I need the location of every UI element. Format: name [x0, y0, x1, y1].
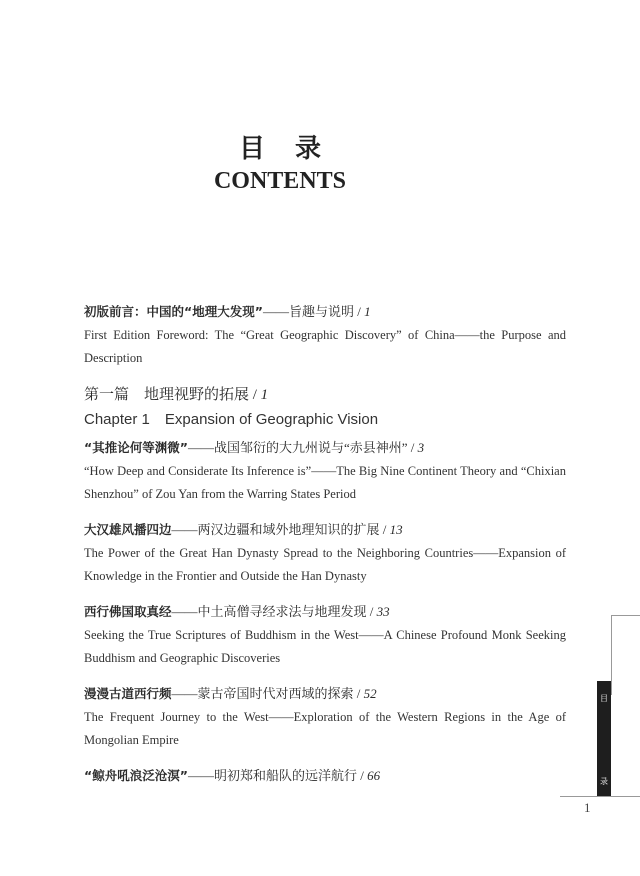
toc-entry-title: 初版前言：中国的“地理大发现” [84, 304, 263, 319]
toc-entry [84, 682, 566, 752]
page-title-chinese: 目录 [238, 134, 351, 163]
toc-entry [84, 764, 566, 788]
toc-page-number: 66 [367, 768, 381, 783]
toc-entry-title: 漫漫古道西行频 [84, 686, 172, 701]
toc-entry-title: 大汉雄风播四边 [84, 522, 172, 537]
side-tab-bottom-char: 录 [600, 777, 608, 786]
toc-entry-title: “其推论何等渊微” [84, 440, 188, 455]
toc-entry-english: “How Deep and Considerate Its Inference is”——The Big Nine Continent Theory and “Chixian Shenzhou” of Zou Yan from the Warring States Period [84, 464, 566, 501]
section-thumb-tab [597, 681, 611, 796]
toc-entry-chinese [84, 600, 566, 624]
toc-entry-chinese [84, 764, 566, 788]
toc-page-number: 3 [417, 440, 425, 455]
page-title-english: CONTENTS [213, 168, 347, 194]
page-number: 1 [584, 800, 591, 815]
part-title-text: 第一篇 地理视野的拓展 / [84, 387, 261, 403]
toc-part-1 [84, 382, 566, 432]
toc-entry-english: Seeking the True Scriptures of Buddhism in the West——A Chinese Profound Monk Seeking Buddhism and Geographic Discoveries [84, 628, 566, 665]
toc-page-number: 52 [363, 686, 377, 701]
table-of-contents [84, 300, 566, 800]
toc-entry-english: The Frequent Journey to the West——Exploration of the Western Regions in the Age of Mongolian Empire [84, 710, 566, 747]
toc-entry-title: “鲸舟吼浪泛沧溟” [84, 768, 188, 783]
toc-entry-chinese [84, 300, 566, 324]
toc-entry [84, 518, 566, 588]
footer-rule [560, 796, 640, 797]
toc-entry-subtitle: ——两汉边疆和域外地理知识的扩展 / [171, 522, 390, 537]
toc-entry [84, 436, 566, 506]
toc-entry-subtitle: ——明初郑和船队的远洋航行 / [187, 768, 368, 783]
toc-page-number: 1 [364, 304, 371, 319]
toc-entry-english: The Power of the Great Han Dynasty Spread to the Neighboring Countries——Expansion of Knowledge in the Frontier and Outside the Han Dynasty [84, 546, 566, 583]
part-title-english: Chapter 1 Expansion of Geographic Vision [84, 411, 379, 428]
toc-page-number: 33 [376, 604, 390, 619]
decorative-rule [611, 615, 640, 616]
toc-entry-subtitle: ——中土高僧寻经求法与地理发现 / [171, 604, 377, 619]
toc-entry-subtitle: ——战国邹衍的大九州说与“赤县神州” / [187, 440, 418, 455]
toc-entry-subtitle: ——旨趣与说明 / [262, 304, 365, 319]
toc-entry [84, 600, 566, 670]
side-tab-top-char: 目 [600, 694, 608, 703]
part-title-chinese [84, 382, 566, 408]
toc-entry-chinese [84, 682, 566, 706]
toc-entry-english: First Edition Foreword: The “Great Geographic Discovery” of China——the Purpose and Description [84, 328, 566, 365]
toc-entry-foreword [84, 300, 566, 370]
toc-page-number: 1 [260, 387, 269, 403]
toc-page-number: 13 [389, 522, 403, 537]
toc-entry-chinese [84, 518, 566, 542]
decorative-rule [611, 615, 612, 695]
toc-entry-subtitle: ——蒙古帝国时代对西域的探索 / [171, 686, 364, 701]
toc-entry-title: 西行佛国取真经 [84, 604, 172, 619]
toc-entry-chinese [84, 436, 566, 460]
